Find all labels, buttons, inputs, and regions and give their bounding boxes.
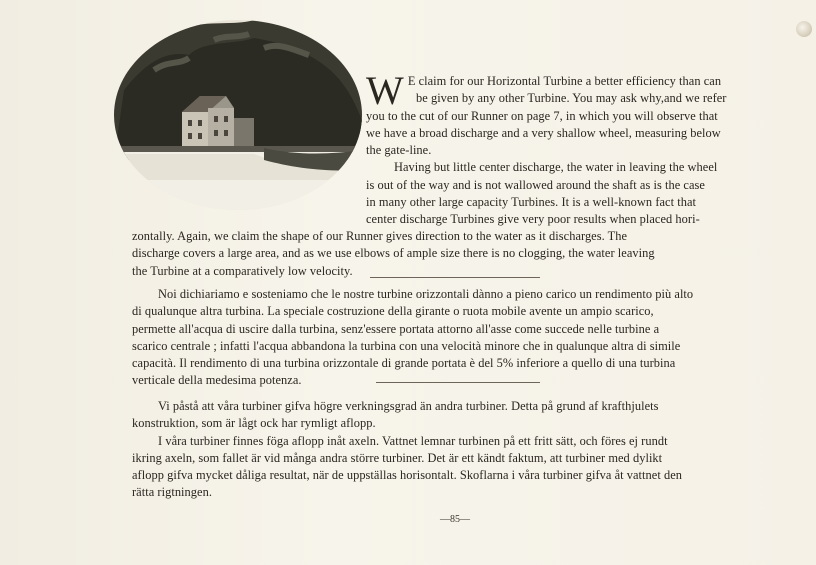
text-line: is out of the way and is not wallowed around the shaft as is the case [366,177,705,192]
text-line: discharge covers a large area, and as we use elbows of ample size there is no clogging, the water leaving [132,246,655,261]
text-line: verticale della medesima potenza. [132,373,302,388]
mill-scene-image [114,20,362,210]
text-line: center discharge Turbines give very poor results when placed hori- [366,212,700,227]
page-number: —85— [440,514,470,525]
text-line: Having but little center discharge, the water in leaving the wheel [394,160,718,175]
section-divider [376,382,540,383]
text-line: we have a broad discharge and a very shallow wheel, measuring below [366,125,721,140]
text-line: aflopp gifva mycket dåliga resultat, när de uppställas horisontalt. Skoflarna i våra turbiner gifva åt vattnet den [132,468,683,483]
english-paragraph [366,68,786,113]
text-line: the gate-line. [366,143,432,158]
text-line: konstruktion, som är lågt ock har rymligt aflopp. [132,416,376,431]
english-paragraph-cont [366,108,721,229]
english-paragraph-full [132,228,655,280]
text-line: permette all'acqua di uscire dalla turbina, senz'essere portata attorno all'asse come succede nelle turbine a [132,321,660,336]
text-line: ikring axeln, som fallet är vid många andra större turbiner. Det är ett kändt faktum, att turbiner med dylikt [132,450,663,465]
italian-paragraph [132,286,693,390]
text-line: di qualunque altra turbina. La speciale costruzione della girante o ruota mobile avente un ampio scarico, [132,304,654,319]
text-line: capacità. Il rendimento di una turbina orizzontale di grande portata è del 5% inferiore a quello di una turbina [132,356,676,371]
drop-cap-letter: W [366,68,404,113]
swedish-paragraph [132,398,682,502]
text-line: Vi påstå att våra turbiner gifva högre verkningsgrad än andra turbiner. Detta på grund af krafthjulets [158,399,659,413]
text-line: the Turbine at a comparatively low velocity. [132,263,353,278]
text-line: you to the cut of our Runner on page 7, in which you will observe that [366,108,718,123]
text-line: E claim for our Horizontal Turbine a better efficiency than can [407,74,722,88]
text-line: be given by any other Turbine. You may ask why,and we refer [416,91,727,106]
text-line: scarico centrale ; infatti l'acqua abbandona la turbina con una velocità minore che in qualunque altra di simile [132,338,681,353]
binding-hole [796,21,812,37]
text-line: Noi dichiariamo e sosteniamo che le nostre turbine orizzontali dànno a pieno carico un rendimento più alto [158,287,694,301]
text-line: in many other large capacity Turbines. It is a well-known fact that [366,195,697,210]
section-divider [370,277,540,278]
text-line: I våra turbiner finnes föga aflopp inåt axeln. Vattnet lemnar turbinen på ett fritt sätt, och föres ej rundt [158,433,668,448]
mill-photograph [114,20,362,210]
text-line: rätta rigtningen. [132,485,212,500]
text-line: zontally. Again, we claim the shape of our Runner gives direction to the water as it discharges. The [132,229,628,243]
